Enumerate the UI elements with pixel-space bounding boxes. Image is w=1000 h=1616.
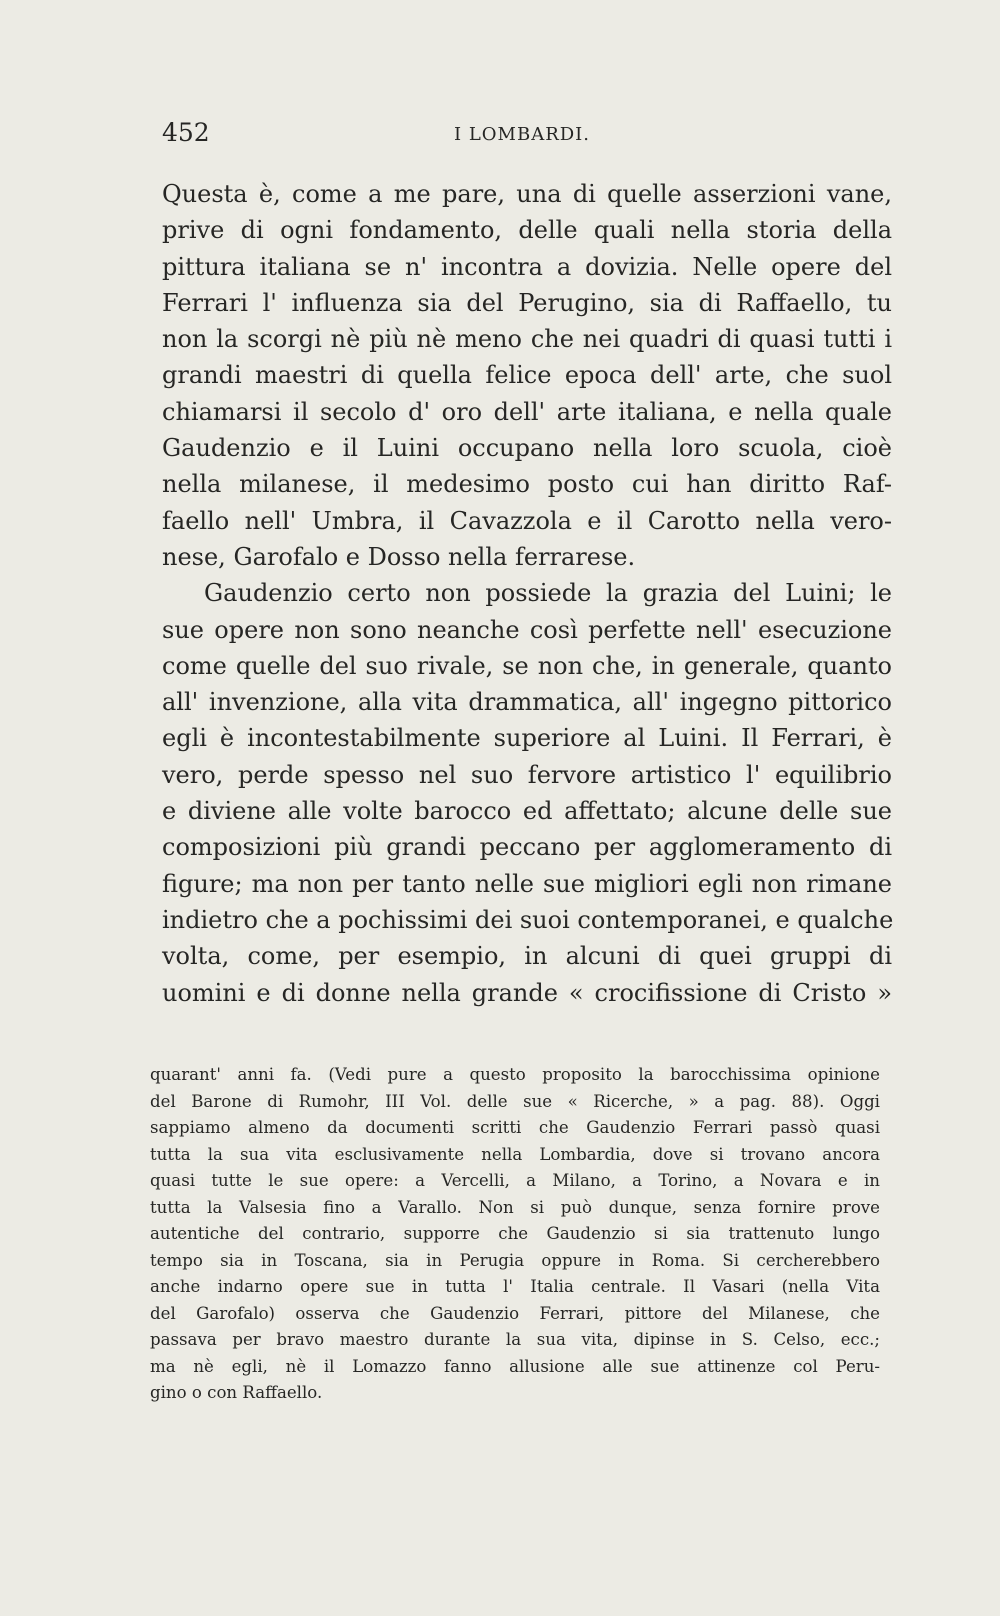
- footnote-line: tempo sia in Toscana, sia in Perugia oppure in Roma. Si cercherebbero: [150, 1250, 880, 1270]
- body-line: nese, Garofalo e Dosso nella ferrarese.: [162, 542, 636, 571]
- footnote-line: ma nè egli, nè il Lomazzo fanno allusione alle sue attinenze col Peru-: [150, 1356, 880, 1376]
- body-line: figure; ma non per tanto nelle sue migliori egli non rimane: [162, 869, 892, 898]
- body-line: volta, come, per esempio, in alcuni di quei gruppi di: [162, 942, 892, 971]
- body-line: all' invenzione, alla vita drammatica, all' ingegno pittorico: [162, 688, 892, 717]
- body-line: Gaudenzio e il Luini occupano nella loro scuola, cioè: [162, 434, 892, 463]
- page-number: 452: [162, 118, 210, 147]
- running-title: I LOMBARDI.: [454, 124, 591, 145]
- footnote-line: passava per bravo maestro durante la sua vita, dipinse in S. Celso, ecc.;: [150, 1330, 880, 1349]
- footnote-line: anche indarno opere sue in tutta l' Italia centrale. Il Vasari (nella Vita: [150, 1277, 880, 1296]
- body-line: prive di ogni fondamento, delle quali nella storia della: [162, 216, 892, 245]
- body-line: indietro che a pochissimi dei suoi contemporanei, e qualche: [162, 905, 894, 934]
- body-line: composizioni più grandi peccano per agglomeramento di: [162, 833, 892, 862]
- footnote: [150, 1062, 880, 1407]
- body-line: sue opere non sono neanche così perfette nell' esecuzione: [162, 615, 892, 644]
- body-line: grandi maestri di quella felice epoca dell' arte, che suol: [162, 361, 892, 390]
- body-line: e diviene alle volte barocco ed affettato; alcune delle sue: [162, 797, 892, 826]
- footnote-line: tutta la Valsesia fino a Varallo. Non si può dunque, senza fornire prove: [150, 1197, 880, 1217]
- footnote-line: gino o con Raffaello.: [150, 1383, 323, 1402]
- body-line: chiamarsi il secolo d' oro dell' arte italiana, e nella quale: [162, 397, 892, 426]
- body-line: non la scorgi nè più nè meno che nei quadri di quasi tutti i: [162, 325, 892, 354]
- footnote-line: del Barone di Rumohr, III Vol. delle sue « Ricerche, » a pag. 88). Oggi: [150, 1091, 880, 1111]
- footnote-line: quarant' anni fa. (Vedi pure a questo proposito la barocchissima opinione: [150, 1065, 880, 1084]
- body-line: nella milanese, il medesimo posto cui han diritto Raf-: [162, 470, 892, 499]
- body-line: Questa è, come a me pare, una di quelle asserzioni vane,: [162, 180, 892, 208]
- body-line: Gaudenzio certo non possiede la grazia del Luini; le: [204, 579, 892, 608]
- running-head: [162, 118, 892, 158]
- footnote-line: del Garofalo) osserva che Gaudenzio Ferrari, pittore del Milanese, che: [150, 1303, 880, 1323]
- footnote-line: autentiche del contrario, supporre che Gaudenzio si sia trattenuto lungo: [150, 1224, 880, 1243]
- body-line: Ferrari l' influenza sia del Perugino, sia di Raffaello, tu: [162, 288, 892, 317]
- body-line: come quelle del suo rivale, se non che, in generale, quanto: [162, 651, 892, 680]
- footnote-line: tutta la sua vita esclusivamente nella Lombardia, dove si trovano ancora: [150, 1144, 880, 1164]
- body-line: pittura italiana se n' incontra a dovizia. Nelle opere del: [162, 252, 892, 281]
- footnote-line: sappiamo almeno da documenti scritti che Gaudenzio Ferrari passò quasi: [150, 1118, 880, 1137]
- body-line: vero, perde spesso nel suo fervore artistico l' equilibrio: [162, 760, 892, 789]
- body-text: [162, 176, 892, 1011]
- footnote-line: quasi tutte le sue opere: a Vercelli, a Milano, a Torino, a Novara e in: [150, 1171, 880, 1190]
- body-line: faello nell' Umbra, il Cavazzola e il Carotto nella vero-: [162, 506, 892, 535]
- body-line: uomini e di donne nella grande « crocifissione di Cristo »: [162, 978, 892, 1007]
- body-line: egli è incontestabilmente superiore al Luini. Il Ferrari, è: [162, 724, 892, 753]
